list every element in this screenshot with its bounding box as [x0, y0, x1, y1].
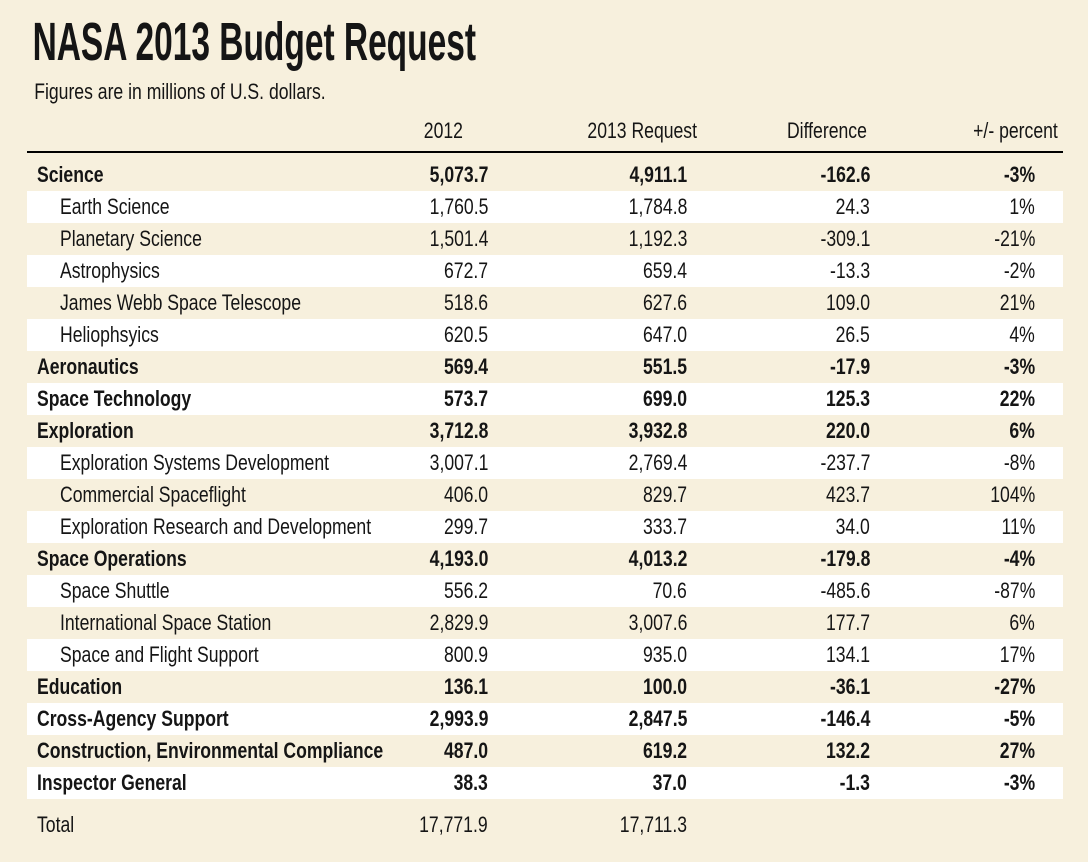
cell-2012: 2,993.9 — [429, 706, 488, 731]
budget-row — [27, 319, 1063, 351]
budget-row — [27, 223, 1063, 255]
page-title: NASA 2013 Budget Request — [32, 12, 476, 72]
row-label: Exploration Systems Development — [60, 450, 330, 475]
budget-row — [27, 287, 1063, 319]
cell-2012: 5,073.7 — [429, 162, 488, 187]
cell-2013-request: 4,013.2 — [628, 546, 687, 571]
row-label: Aeronautics — [37, 354, 139, 379]
cell-difference: -13.3 — [829, 258, 870, 283]
cell-2013-request: 3,007.6 — [628, 610, 687, 635]
cell-2012: 1,501.4 — [429, 226, 488, 251]
cell-2013-request: 829.7 — [642, 482, 687, 507]
cell-percent: -3% — [1003, 770, 1035, 795]
cell-2012: 136.1 — [443, 674, 488, 699]
row-label: Total — [37, 812, 75, 837]
column-header-2012: 2012 — [368, 102, 488, 152]
budget-row — [27, 255, 1063, 287]
cell-difference: 134.1 — [825, 642, 870, 667]
cell-2012: 620.5 — [443, 322, 488, 347]
cell-percent: 4% — [1009, 322, 1035, 347]
cell-difference: 132.2 — [825, 738, 870, 763]
cell-difference: -162.6 — [820, 162, 870, 187]
cell-difference: 177.7 — [825, 610, 870, 635]
cell-2013-request: 100.0 — [642, 674, 687, 699]
cell-2013-request: 647.0 — [642, 322, 687, 347]
cell-difference: 26.5 — [835, 322, 870, 347]
cell-2013-request: 333.7 — [642, 514, 687, 539]
cell-difference: 125.3 — [825, 386, 870, 411]
column-header-difference: Difference — [697, 102, 870, 152]
cell-2013-request: 627.6 — [642, 290, 687, 315]
row-label: Space Shuttle — [60, 578, 170, 603]
budget-row — [27, 703, 1063, 735]
column-header-percent: +/- percent — [870, 102, 1063, 152]
cell-percent: -4% — [1003, 546, 1035, 571]
cell-2012: 569.4 — [443, 354, 488, 379]
cell-percent: 1% — [1009, 194, 1035, 219]
cell-2012: 17,771.9 — [419, 812, 488, 837]
row-label: Space Technology — [37, 386, 192, 411]
budget-row — [27, 767, 1063, 799]
row-label: Exploration Research and Development — [60, 514, 372, 539]
row-label: International Space Station — [60, 610, 272, 635]
cell-difference: -179.8 — [820, 546, 870, 571]
cell-percent: 6% — [1009, 610, 1035, 635]
row-label: Space Operations — [37, 546, 187, 571]
cell-percent: -8% — [1003, 450, 1035, 475]
cell-2013-request: 1,784.8 — [628, 194, 687, 219]
cell-difference: -17.9 — [829, 354, 870, 379]
cell-difference: -309.1 — [820, 226, 870, 251]
cell-difference: -1.3 — [839, 770, 870, 795]
cell-2013-request: 699.0 — [642, 386, 687, 411]
cell-difference — [697, 809, 870, 841]
row-label: Space and Flight Support — [60, 642, 259, 667]
row-label: Science — [37, 162, 104, 187]
cell-difference: -237.7 — [820, 450, 870, 475]
table-header — [27, 102, 1063, 152]
row-label: James Webb Space Telescope — [60, 290, 302, 315]
cell-percent: -5% — [1003, 706, 1035, 731]
row-label: Commercial Spaceflight — [60, 482, 246, 507]
cell-difference: 109.0 — [825, 290, 870, 315]
cell-percent — [870, 809, 1063, 841]
budget-row — [27, 447, 1063, 479]
cell-percent: -3% — [1003, 162, 1035, 187]
budget-row — [27, 511, 1063, 543]
budget-row — [27, 607, 1063, 639]
cell-2012: 3,007.1 — [429, 450, 488, 475]
cell-2013-request: 70.6 — [652, 578, 687, 603]
cell-2013-request: 4,911.1 — [629, 162, 687, 187]
cell-2012: 556.2 — [443, 578, 488, 603]
cell-percent: 27% — [999, 738, 1035, 763]
cell-difference: -36.1 — [829, 674, 870, 699]
budget-row — [27, 735, 1063, 767]
budget-row — [27, 479, 1063, 511]
cell-2012: 672.7 — [443, 258, 488, 283]
row-label: Earth Science — [60, 194, 170, 219]
budget-table-body — [27, 152, 1063, 841]
cell-2013-request: 17,711.3 — [619, 812, 687, 837]
cell-2012: 573.7 — [443, 386, 488, 411]
budget-row — [27, 191, 1063, 223]
cell-2012: 518.6 — [443, 290, 488, 315]
row-label: Cross-Agency Support — [37, 706, 229, 731]
row-label: Astrophysics — [60, 258, 160, 283]
budget-row — [27, 639, 1063, 671]
cell-2012: 3,712.8 — [429, 418, 488, 443]
cell-difference: 24.3 — [835, 194, 870, 219]
cell-2013-request: 1,192.3 — [628, 226, 687, 251]
cell-percent: -2% — [1003, 258, 1035, 283]
row-label: Exploration — [37, 418, 134, 443]
cell-2013-request: 551.5 — [642, 354, 687, 379]
cell-2012: 2,829.9 — [429, 610, 488, 635]
cell-2013-request: 3,932.8 — [628, 418, 687, 443]
header-row — [27, 102, 1063, 152]
spacer-cell — [27, 152, 1063, 159]
row-label: Heliophsyics — [60, 322, 159, 347]
row-label: Construction, Environmental Compliance — [37, 738, 384, 763]
budget-row — [27, 159, 1063, 191]
budget-row — [27, 671, 1063, 703]
row-label: Inspector General — [37, 770, 187, 795]
cell-percent: -3% — [1003, 354, 1035, 379]
cell-2012: 1,760.5 — [429, 194, 488, 219]
budget-row — [27, 383, 1063, 415]
cell-difference: 220.0 — [825, 418, 870, 443]
cell-2012: 299.7 — [443, 514, 488, 539]
cell-difference: -146.4 — [820, 706, 870, 731]
cell-percent: 104% — [989, 482, 1035, 507]
cell-difference: -485.6 — [820, 578, 870, 603]
row-label: Planetary Science — [60, 226, 202, 251]
cell-2013-request: 37.0 — [652, 770, 687, 795]
budget-row — [27, 543, 1063, 575]
cell-2012: 38.3 — [453, 770, 488, 795]
cell-percent: 17% — [999, 642, 1035, 667]
row-label: Education — [37, 674, 123, 699]
cell-2012: 487.0 — [443, 738, 488, 763]
column-header-category — [27, 102, 368, 152]
cell-2013-request: 2,769.4 — [628, 450, 687, 475]
cell-percent: 22% — [999, 386, 1035, 411]
cell-2013-request: 659.4 — [642, 258, 687, 283]
cell-difference: 34.0 — [835, 514, 870, 539]
cell-percent: -21% — [993, 226, 1035, 251]
spacer-cell — [27, 799, 1063, 809]
subtitle: Figures are in millions of U.S. dollars. — [34, 79, 326, 104]
cell-2013-request: 935.0 — [642, 642, 687, 667]
cell-difference: 423.7 — [825, 482, 870, 507]
cell-percent: 11% — [1001, 514, 1035, 539]
cell-percent: 6% — [1009, 418, 1035, 443]
cell-2012: 800.9 — [443, 642, 488, 667]
cell-percent: -27% — [993, 674, 1035, 699]
row-spacer — [27, 152, 1063, 159]
cell-percent: 21% — [999, 290, 1035, 315]
budget-table — [27, 102, 1063, 841]
cell-2012: 406.0 — [443, 482, 488, 507]
total-row — [27, 809, 1063, 841]
cell-percent: -87% — [993, 578, 1035, 603]
cell-2013-request: 2,847.5 — [628, 706, 687, 731]
cell-2012: 4,193.0 — [429, 546, 488, 571]
row-spacer — [27, 799, 1063, 809]
budget-row — [27, 415, 1063, 447]
cell-2013-request: 619.2 — [642, 738, 687, 763]
budget-row — [27, 351, 1063, 383]
budget-row — [27, 575, 1063, 607]
column-header-2013-request: 2013 Request — [488, 102, 697, 152]
